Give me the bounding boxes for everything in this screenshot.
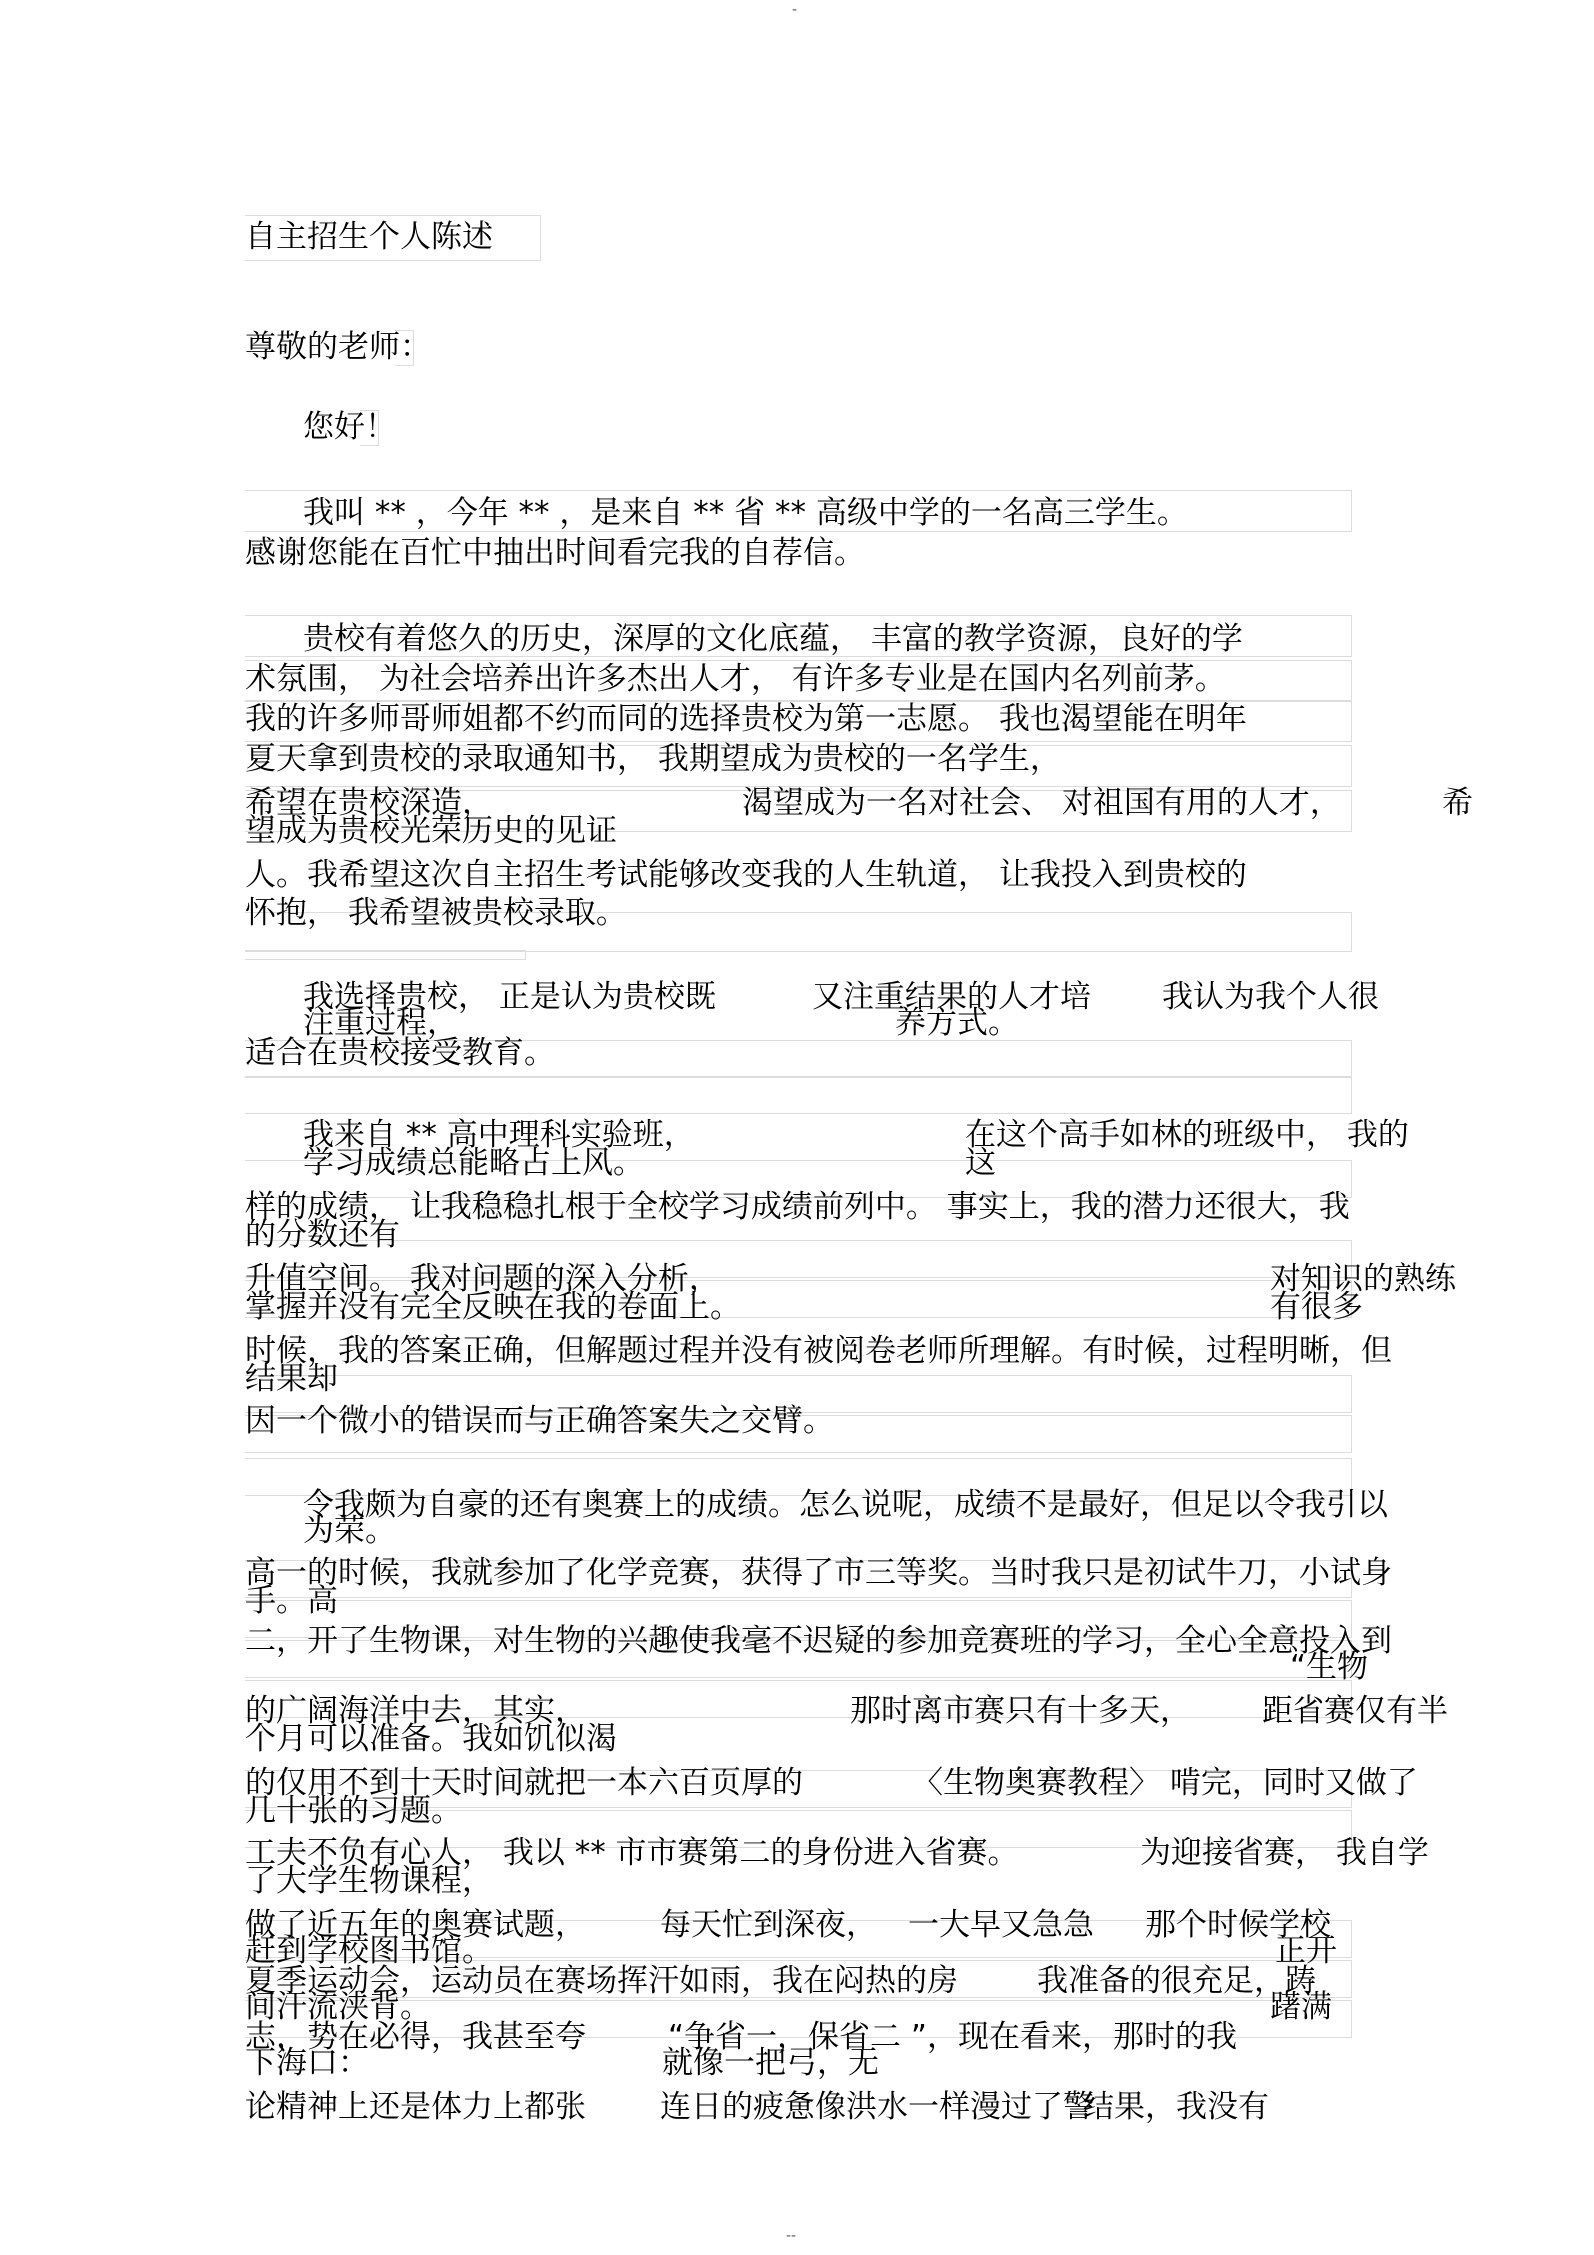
text-line: 注重过程， xyxy=(303,1005,458,1041)
text-line: 我选择贵校， 正是认为贵校既 xyxy=(303,979,716,1015)
text-line: 那个时候学校 xyxy=(1145,1907,1331,1943)
text-line: 贵校有着悠久的历史，深厚的文化底蕴， 丰富的教学资源，良好的学 xyxy=(303,621,1243,657)
text-line: 距省赛仅有半 xyxy=(1262,1693,1448,1729)
text-line: 适合在贵校接受教育。 xyxy=(245,1035,555,1071)
text-line: 连日的疲惫像洪水一样漫过了警 xyxy=(660,2089,1094,2125)
text-line: 就像一把弓，无 xyxy=(662,2045,879,2081)
text-line: 我的许多师哥师姐都不约而同的选择贵校为第一志愿。 我也渴望能在明年 xyxy=(245,701,1247,737)
text-line: 结果，我没有 xyxy=(1083,2089,1269,2125)
text-line: “争省一，保省二 ”，现在看来，那时的我 xyxy=(668,2019,1237,2055)
text-line: 手。高 xyxy=(245,1583,338,1619)
text-line: 夏天拿到贵校的录取通知书， 我期望成为贵校的一名学生， xyxy=(245,741,1061,777)
text-line: 个月可以准备。我如饥似渴 xyxy=(245,1721,617,1757)
text-line: 希望在贵校深造， xyxy=(245,785,493,821)
text-line: 样的成绩， 让我稳稳扎根于全校学习成绩前列中。 事实上，我的潜力还很大，我 xyxy=(245,1189,1350,1225)
text-line: 为荣。 xyxy=(303,1513,396,1549)
text-line: 的分数还有 xyxy=(245,1217,400,1253)
text-line: 怀抱， 我希望被贵校录取。 xyxy=(245,895,627,931)
footer-mark: -- xyxy=(786,2228,797,2244)
header-mark: - xyxy=(792,2,798,18)
text-line: 结果却 xyxy=(245,1361,338,1397)
text-line: 那时离市赛只有十多天， xyxy=(850,1693,1191,1729)
text-line: 〈生物奥赛教程〉 啃完，同时又做了 xyxy=(912,1765,1418,1801)
text-line: 时候，我的答案正确，但解题过程并没有被阅卷老师所理解。有时候，过程明晰，但 xyxy=(245,1333,1392,1369)
text-line: 夏季运动会，运动员在赛场挥汗如雨，我在闷热的房 xyxy=(245,1963,958,1999)
text-line: 令我颇为自豪的还有奥赛上的成绩。怎么说呢，成绩不是最好，但足以令我引以 xyxy=(303,1487,1388,1523)
text-line: 了大学生物课程， xyxy=(245,1863,493,1899)
text-line: 术氛围， 为社会培养出许多杰出人才， 有许多专业是在国内名列前茅。 xyxy=(245,661,1226,697)
text-line: 间汗流浃背。 xyxy=(245,1989,431,2025)
text-line: 每天忙到深夜， xyxy=(660,1907,877,1943)
text-line: 论精神上还是体力上都张 xyxy=(245,2089,586,2125)
text-line: 一大早又急急 xyxy=(908,1907,1094,1943)
text-line: 工夫不负有心人， 我以 ** 市市赛第二的身份进入省赛。 xyxy=(245,1835,1019,1871)
text-line: 希 xyxy=(1442,785,1473,821)
text-line: 升值空间。 我对问题的深入分析， xyxy=(245,1261,720,1297)
text-line: 望成为贵校光荣历史的见证 xyxy=(245,813,617,849)
salutation: 尊敬的老师： xyxy=(245,329,431,365)
text-line: 因一个微小的错误而与正确答案失之交臂。 xyxy=(245,1403,834,1439)
text-line: 高一的时候，我就参加了化学竞赛，获得了市三等奖。当时我只是初试牛刀，小试身 xyxy=(245,1555,1392,1591)
text-line: 赶到学校图书馆。 xyxy=(245,1933,493,1969)
text-line: 几十张的习题。 xyxy=(245,1793,462,1829)
text-line: 志，势在必得，我甚至夸 xyxy=(245,2019,586,2055)
document-title: 自主招生个人陈述 xyxy=(245,219,493,255)
text-line: 为迎接省赛， 我自学 xyxy=(1140,1835,1429,1871)
text-line: 感谢您能在百忙中抽出时间看完我的自荐信。 xyxy=(245,535,865,571)
text-line: 掌握并没有完全反映在我的卷面上。 xyxy=(245,1289,741,1325)
text-line: 我叫 ** ，今年 ** ，是来自 ** 省 ** 高级中学的一名高三学生。 xyxy=(303,495,1188,531)
text-line: 我来自 ** 高中理科实验班， xyxy=(303,1117,695,1153)
text-line: 养方式。 xyxy=(895,1005,1019,1041)
text-line: 人。我希望这次自主招生考试能够改变我的人生轨道， 让我投入到贵校的 xyxy=(245,857,1247,893)
text-line: 又注重结果的人才培 xyxy=(812,979,1091,1015)
text-line: 有很多 xyxy=(1270,1289,1363,1325)
text-line: 学习成绩总能略占上风。 xyxy=(303,1145,644,1181)
text-line: 的仅用不到十天时间就把一本六百页厚的 xyxy=(245,1765,803,1801)
text-line: 对知识的熟练 xyxy=(1270,1261,1456,1297)
text-line: 我认为我个人很 xyxy=(1162,979,1379,1015)
text-line: 渴望成为一名对社会、 对祖国有用的人才， xyxy=(742,785,1341,821)
text-line: 躇满 xyxy=(1270,1989,1332,2025)
decor-box xyxy=(245,1076,1352,1114)
decor-box xyxy=(245,950,526,960)
text-line: 二，开了生物课，对生物的兴趣使我毫不迟疑的参加竞赛班的学习，全心全意投入到 xyxy=(245,1623,1392,1659)
text-line: 的广阔海洋中去，其实， xyxy=(245,1693,586,1729)
text-line: 在这个高手如林的班级中， 我的 xyxy=(965,1117,1409,1153)
text-line: 正开 xyxy=(1275,1933,1337,1969)
text-line: 这 xyxy=(965,1145,996,1181)
text-line: 做了近五年的奥赛试题， xyxy=(245,1907,586,1943)
text-line: 我准备的很充足，踌 xyxy=(1037,1963,1316,1999)
text-line: “生物 xyxy=(1290,1649,1369,1685)
text-line: 下海口： xyxy=(245,2045,369,2081)
greeting: 您好！ xyxy=(303,409,396,445)
